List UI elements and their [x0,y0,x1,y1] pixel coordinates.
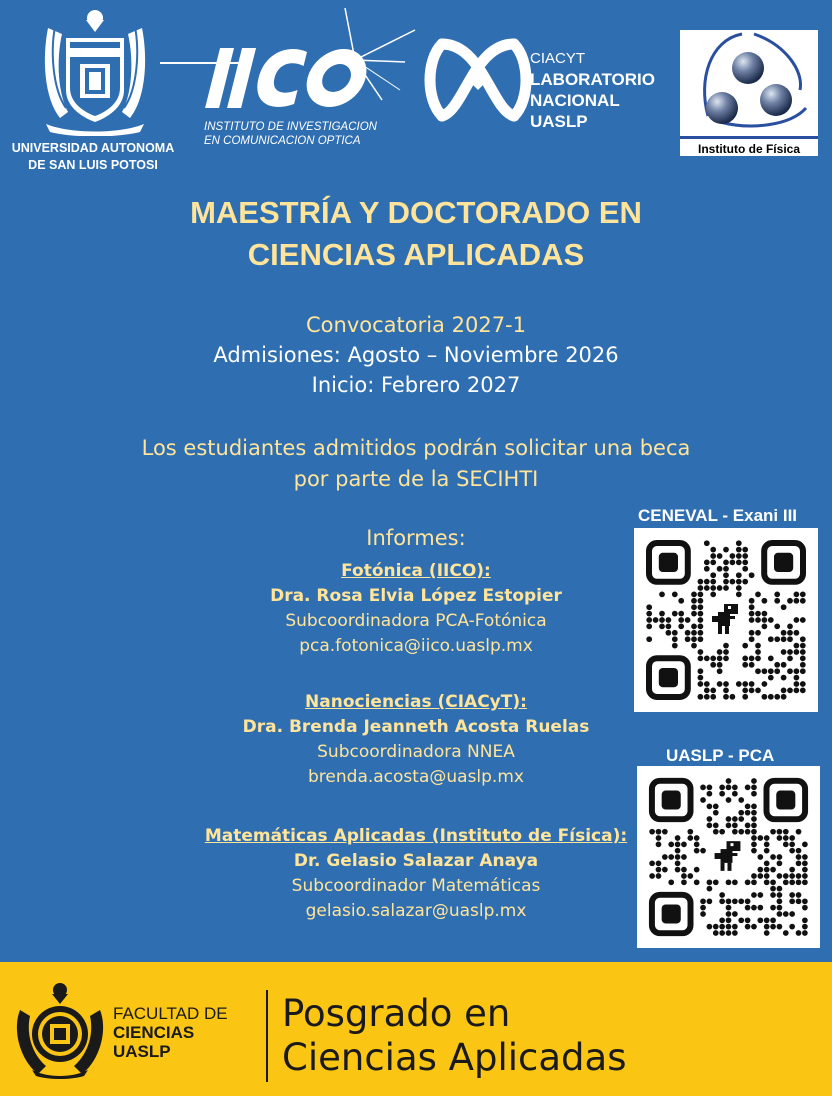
contact-email[interactable]: gelasio.salazar@uaslp.mx [305,901,527,921]
beca-line2: por parte de la SECIHTI [293,467,539,491]
iico-sub-line1: INSTITUTO DE INVESTIGACION [204,121,377,133]
contact-heading: Fotónica (IICO): [341,561,491,581]
qr-code-ceneval[interactable] [634,528,818,712]
inicio: Inicio: Febrero 2027 [311,373,521,397]
ciacyt-knot-icon [422,30,532,130]
contact-role: Subcoordinadora NNEA [317,742,515,762]
qr-label-ceneval: CENEVAL - Exani III [638,506,798,525]
contact-heading: Nanociencias (CIACyT): [305,692,527,712]
footer-fac-line3: UASLP [113,1042,171,1061]
iico-burst-icon [160,0,420,120]
atoms-icon [680,30,818,134]
facultad-ciencias-eagle-icon [12,980,108,1080]
iico-logo [160,0,420,160]
footer-title-line2: Ciencias Aplicadas [282,1036,627,1079]
beca-line1: Los estudiantes admitidos podrán solicitar una beca [141,436,691,460]
footer-fac-line1: FACULTAD DE [113,1004,228,1023]
ciacyt-line2: LABORATORIO [530,70,655,89]
qr-pattern-icon [637,766,820,948]
contact-name: Dra. Rosa Elvia López Estopier [270,586,562,606]
ciacyt-line3: NACIONAL [530,91,620,110]
ciacyt-logo [418,30,678,150]
uaslp-name-line2: DE SAN LUIS POTOSI [28,158,158,172]
qr-pattern-icon [634,528,818,712]
contact-name: Dr. Gelasio Salazar Anaya [293,851,539,871]
qr-code-uaslp-pca[interactable] [637,766,820,948]
admisiones: Admisiones: Agosto – Noviembre 2026 [213,343,619,367]
footer-title-line1: Posgrado en [282,992,511,1035]
footer-divider [266,990,268,1082]
page-title-line2: CIENCIAS APLICADAS [247,237,585,272]
dinosaur-icon [712,604,738,634]
footer [0,962,832,1096]
contact-role: Subcoordinador Matemáticas [291,876,541,896]
qr-label-uaslp-pca: UASLP - PCA [666,746,775,765]
page-title-line1: MAESTRÍA Y DOCTORADO EN [190,195,642,230]
contact-role: Subcoordinadora PCA-Fotónica [285,611,547,631]
iico-sub-line2: EN COMUNICACION OPTICA [204,135,361,147]
footer-fac-line2: CIENCIAS [113,1023,195,1042]
contact-name: Dra. Brenda Jeanneth Acosta Ruelas [242,717,590,737]
informes-heading: Informes: [366,526,466,550]
instituto-fisica-label: Instituto de Física [680,136,818,156]
ciacyt-line1: CIACYT [530,50,586,67]
uaslp-name-line1: UNIVERSIDAD AUTONOMA [11,141,175,155]
contact-heading: Matemáticas Aplicadas (Instituto de Física): [204,826,628,846]
dinosaur-icon [715,841,741,871]
contact-email[interactable]: brenda.acosta@uaslp.mx [308,767,524,787]
ciacyt-line4: UASLP [530,112,588,131]
convocatoria: Convocatoria 2027-1 [306,313,526,337]
uaslp-eagle-seal-icon [40,8,150,136]
contact-email[interactable]: pca.fotonica@iico.uaslp.mx [299,636,533,656]
instituto-fisica-logo [680,30,818,156]
